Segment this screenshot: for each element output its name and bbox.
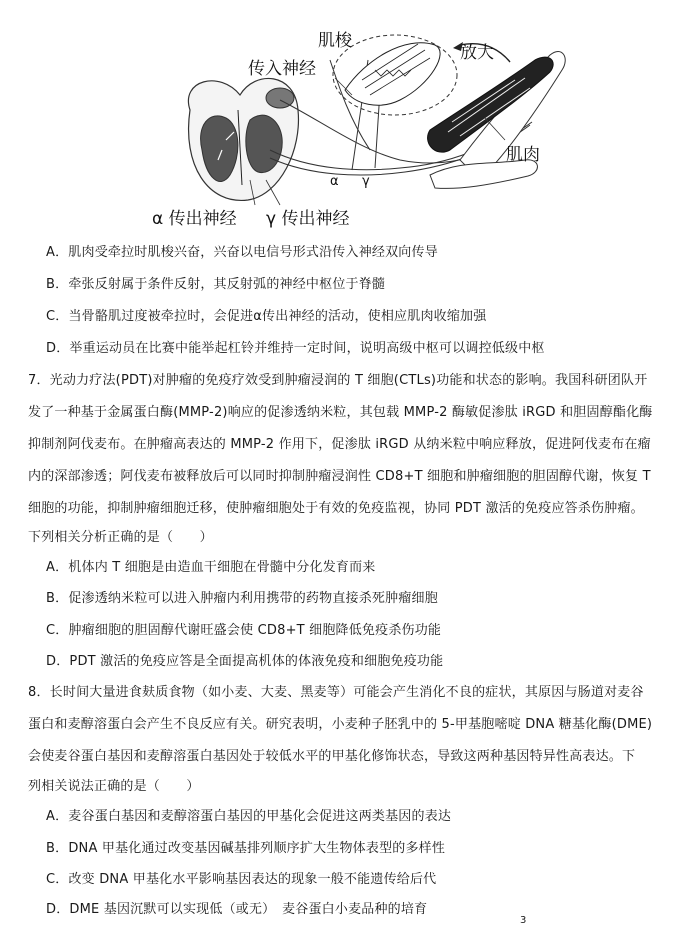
q7-option-a: A．机体内 T 细胞是由造血干细胞在骨髓中分化发育而来 [46,560,376,575]
q7-stem-line: 7．光动力疗法(PDT)对肿瘤的免疫疗效受到肿瘤浸润的 T 细胞(CTLs)功能和状态的影响。我国科研团队开 [28,373,648,388]
gamma-efferent-label: γ 传出神经 [266,209,350,229]
gamma-label: γ [362,174,370,189]
page-number: 3 [520,915,527,926]
q8-stem-line: 蛋白和麦醇溶蛋白会产生不良反应有关。研究表明，小麦种子胚乳中的 5-甲基胞嘧啶 DNA 糖基化酶(DME) [28,717,653,732]
q8-option-b: B．DNA 甲基化通过改变基因碱基排列顺序扩大生物体表型的多样性 [46,841,446,856]
muscle-bone [428,51,566,188]
magnify-label: 放大 [460,43,494,63]
q8-option-c: C．改变 DNA 甲基化水平影响基因表达的现象一般不能遗传给后代 [46,872,437,887]
spindle-label: 肌梭 [318,31,352,51]
q6-option-c: C．当骨骼肌过度被牵拉时，会促进α传出神经的活动，使相应肌肉收缩加强 [46,309,487,324]
q7-stem-line: 发了一种基于金属蛋白酶(MMP-2)响应的促渗透纳米粒，其包载 MMP-2 酶敏促渗肽 iRGD 和胆固醇酯化酶 [28,405,653,420]
muscle-label: 肌肉 [506,145,540,165]
afferent-nerve-label: 传入神经 [248,59,316,79]
q8-stem-line: 会使麦谷蛋白基因和麦醇溶蛋白基因处于较低水平的甲基化修饰状态，导致这两种基因特异性高表达。下 [28,749,636,764]
q8-prompt: 列相关说法正确的是（ ） [28,779,200,794]
q7-stem-line: 内的深部渗透；阿伐麦布被释放后可以同时抑制肿瘤浸润性 CD8+T 细胞和肿瘤细胞的胆固醇代谢，恢复 T [28,469,651,484]
q7-option-c: C．肿瘤细胞的胆固醇代谢旺盛会使 CD8+T 细胞降低免疫杀伤功能 [46,623,442,638]
q7-option-d: D．PDT 激活的免疫应答是全面提高机体的体液免疫和细胞免疫功能 [46,654,444,669]
q7-prompt: 下列相关分析正确的是（ ） [28,530,213,545]
q8-stem-line: 8．长时间大量进食麸质食物（如小麦、大麦、黑麦等）可能会产生消化不良的症状，其原因与肠道对麦谷 [28,685,644,700]
alpha-label: α [330,174,339,189]
q6-option-a: A．肌肉受牵拉时肌梭兴奋，兴奋以电信号形式沿传入神经双向传导 [46,245,438,260]
q7-option-b: B．促渗透纳米粒可以进入肿瘤内利用携带的药物直接杀死肿瘤细胞 [46,591,438,606]
q7-stem-line: 抑制剂阿伐麦布。在肿瘤高表达的 MMP-2 作用下，促渗肽 iRGD 从纳米粒中响应释放，促进阿伐麦布在瘤 [28,437,651,452]
q8-option-d: D．DME 基因沉默可以实现低（或无） 麦谷蛋白小麦品种的培育 [46,902,428,917]
q7-stem-line: 细胞的功能，抑制肿瘤细胞迁移，使肿瘤细胞处于有效的免疫监视，协同 PDT 激活的免疫应答杀伤肿瘤。 [28,501,644,516]
reflex-arc-figure [130,0,570,232]
q8-option-a: A．麦谷蛋白基因和麦醇溶蛋白基因的甲基化会促进这两类基因的表达 [46,809,452,824]
q6-option-b: B．牵张反射属于条件反射，其反射弧的神经中枢位于脊髓 [46,277,386,292]
alpha-efferent-label: α 传出神经 [152,209,237,229]
q6-option-d: D．举重运动员在比赛中能举起杠铃并维持一定时间，说明高级中枢可以调控低级中枢 [46,341,545,356]
